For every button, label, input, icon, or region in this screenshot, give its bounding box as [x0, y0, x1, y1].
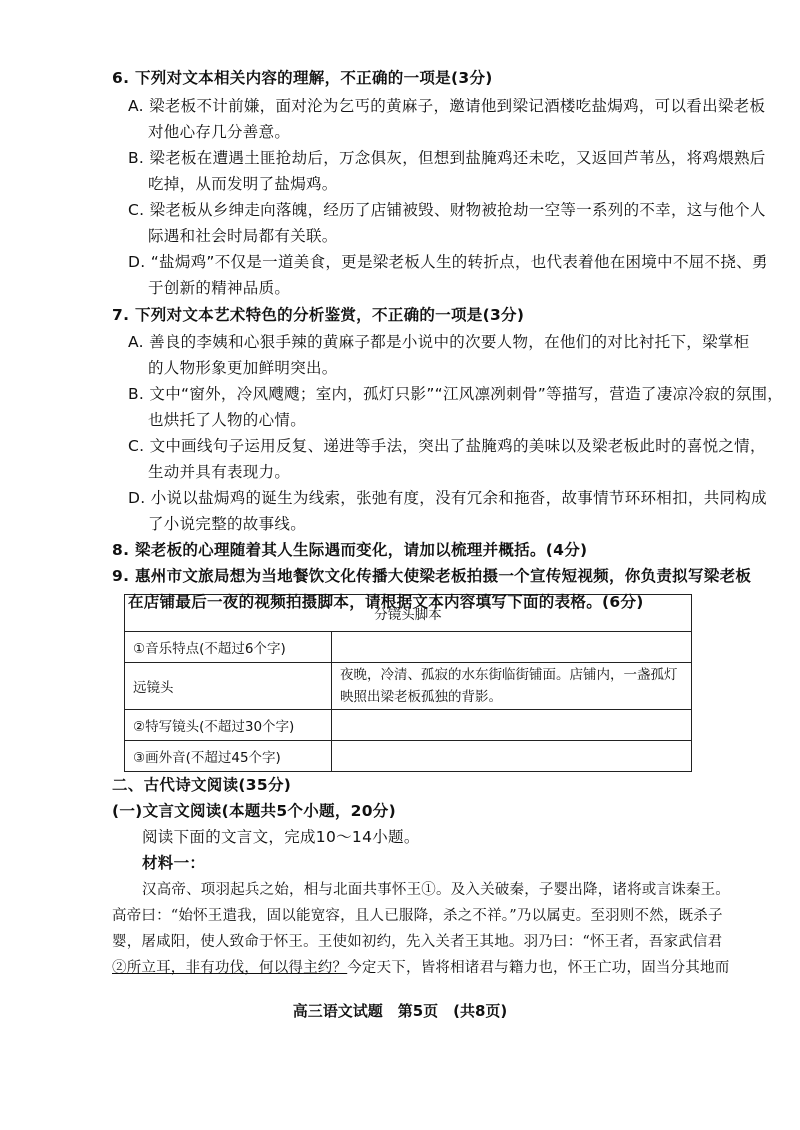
music-feature-label: ①音乐特点(不超过6个字)	[125, 632, 332, 663]
q7-option-b: B. 文中“窗外，冷风飕飕；室内，孤灯只影”“江风凛冽刺骨”等描写，营造了凄凉冷寂的氛围，	[128, 385, 784, 403]
q7-option-a-cont: 的人物形象更加鲜明突出。	[148, 359, 338, 377]
q7-option-c: C. 文中画线句子运用反复、递进等手法，突出了盐腌鸡的美味以及梁老板此时的喜悦之情，	[128, 437, 766, 455]
q8-question: 8. 梁老板的心理随着其人生际遇而变化，请加以梳理并概括。(4分)	[112, 541, 588, 559]
q6-option-b-cont: 吃掉，从而发明了盐焗鸡。	[148, 175, 338, 193]
voiceover-answer-cell[interactable]	[332, 741, 692, 772]
q6-option-b: B. 梁老板在遭遇土匪抢劫后，万念俱灰，但想到盐腌鸡还未吃，又返回芦苇丛，将鸡煨熟后	[128, 149, 766, 167]
passage-line-4	[112, 958, 729, 978]
voiceover-label: ③画外音(不超过45个字)	[125, 741, 332, 772]
reading-instruction: 阅读下面的文言文，完成10～14小题。	[142, 828, 420, 846]
long-shot-description	[332, 663, 692, 710]
q9-question: 9. 惠州市文旅局想为当地餐饮文化传播大使梁老板拍摄一个宣传短视频，你负责拟写梁老板	[112, 567, 752, 585]
q6-option-a-cont: 对他心存几分善意。	[148, 123, 291, 141]
q6-stem: 6. 下列对文本相关内容的理解，不正确的一项是(3分)	[112, 69, 493, 87]
passage-line-4-rest: 今定天下，皆将相诸君与籍力也，怀王亡功，固当分其地而	[347, 960, 730, 976]
underlined-quote: ②所立耳，非有功伐，何以得主约？	[112, 960, 348, 976]
material-one-label: 材料一：	[142, 854, 206, 872]
closeup-answer-cell[interactable]	[332, 710, 692, 741]
q7-option-d-cont: 了小说完整的故事线。	[148, 515, 307, 533]
long-shot-line-1: 夜晚，冷清、孤寂的水东街临街铺面。店铺内，一盏孤灯	[340, 667, 678, 683]
q7-option-a: A. 善良的李姨和心狠手辣的黄麻子都是小说中的次要人物，在他们的对比衬托下，梁掌柜	[128, 333, 750, 351]
storyboard-table	[124, 594, 692, 772]
q9-question-cont: 在店铺最后一夜的视频拍摄脚本，请根据文本内容填写下面的表格。(6分)	[128, 593, 644, 611]
long-shot-line-2: 映照出梁老板孤独的背影。	[340, 689, 502, 705]
table-row	[125, 741, 692, 772]
closeup-label: ②特写镜头(不超过30个字)	[125, 710, 332, 741]
passage-line-2: 高帝曰：“始怀王遣我，固以能宽容，且人已服降，杀之不祥。”乃以属吏。至羽则不然，既杀子	[112, 908, 723, 924]
passage-line-3: 婴，屠咸阳，使人致命于怀王。王使如初约，先入关者王其地。羽乃曰：“怀王者，吾家武信君	[112, 934, 723, 950]
table-row	[125, 710, 692, 741]
q6-option-d: D. “盐焗鸡”不仅是一道美食，更是梁老板人生的转折点，也代表着他在困境中不屈不挠、勇	[128, 253, 768, 271]
q7-stem: 7. 下列对文本艺术特色的分析鉴赏，不正确的一项是(3分)	[112, 306, 525, 324]
music-feature-answer-cell[interactable]	[332, 632, 692, 663]
table-row	[125, 663, 692, 710]
q7-option-c-cont: 生动并具有表现力。	[148, 463, 291, 481]
long-shot-label: 远镜头	[125, 663, 332, 710]
table-title: 分镜头脚本	[125, 595, 692, 632]
q7-option-b-cont: 也烘托了人物的心情。	[148, 411, 307, 429]
section-2-subtitle: (一)文言文阅读(本题共5个小题，20分)	[112, 802, 396, 820]
table-row	[125, 632, 692, 663]
passage-line-1: 汉高帝、项羽起兵之始，相与北面共事怀王①。及入关破秦，子婴出降，诸将或言诛秦王。	[142, 882, 730, 898]
q6-option-c: C. 梁老板从乡绅走向落魄，经历了店铺被毁、财物被抢劫一空等一系列的不幸，这与他个人	[128, 201, 766, 219]
page-footer: 高三语文试题 第5页 (共8页)	[292, 1002, 508, 1020]
q6-option-d-cont: 于创新的精神品质。	[148, 279, 291, 297]
section-2-title: 二、古代诗文阅读(35分)	[112, 776, 292, 794]
q6-option-c-cont: 际遇和社会时局都有关联。	[148, 227, 338, 245]
q7-option-d: D. 小说以盐焗鸡的诞生为线索，张弛有度，没有冗余和拖沓，故事情节环环相扣，共同构成	[128, 489, 767, 507]
q6-option-a: A. 梁老板不计前嫌，面对沦为乞丐的黄麻子，邀请他到梁记酒楼吃盐焗鸡，可以看出梁老板	[128, 97, 766, 115]
